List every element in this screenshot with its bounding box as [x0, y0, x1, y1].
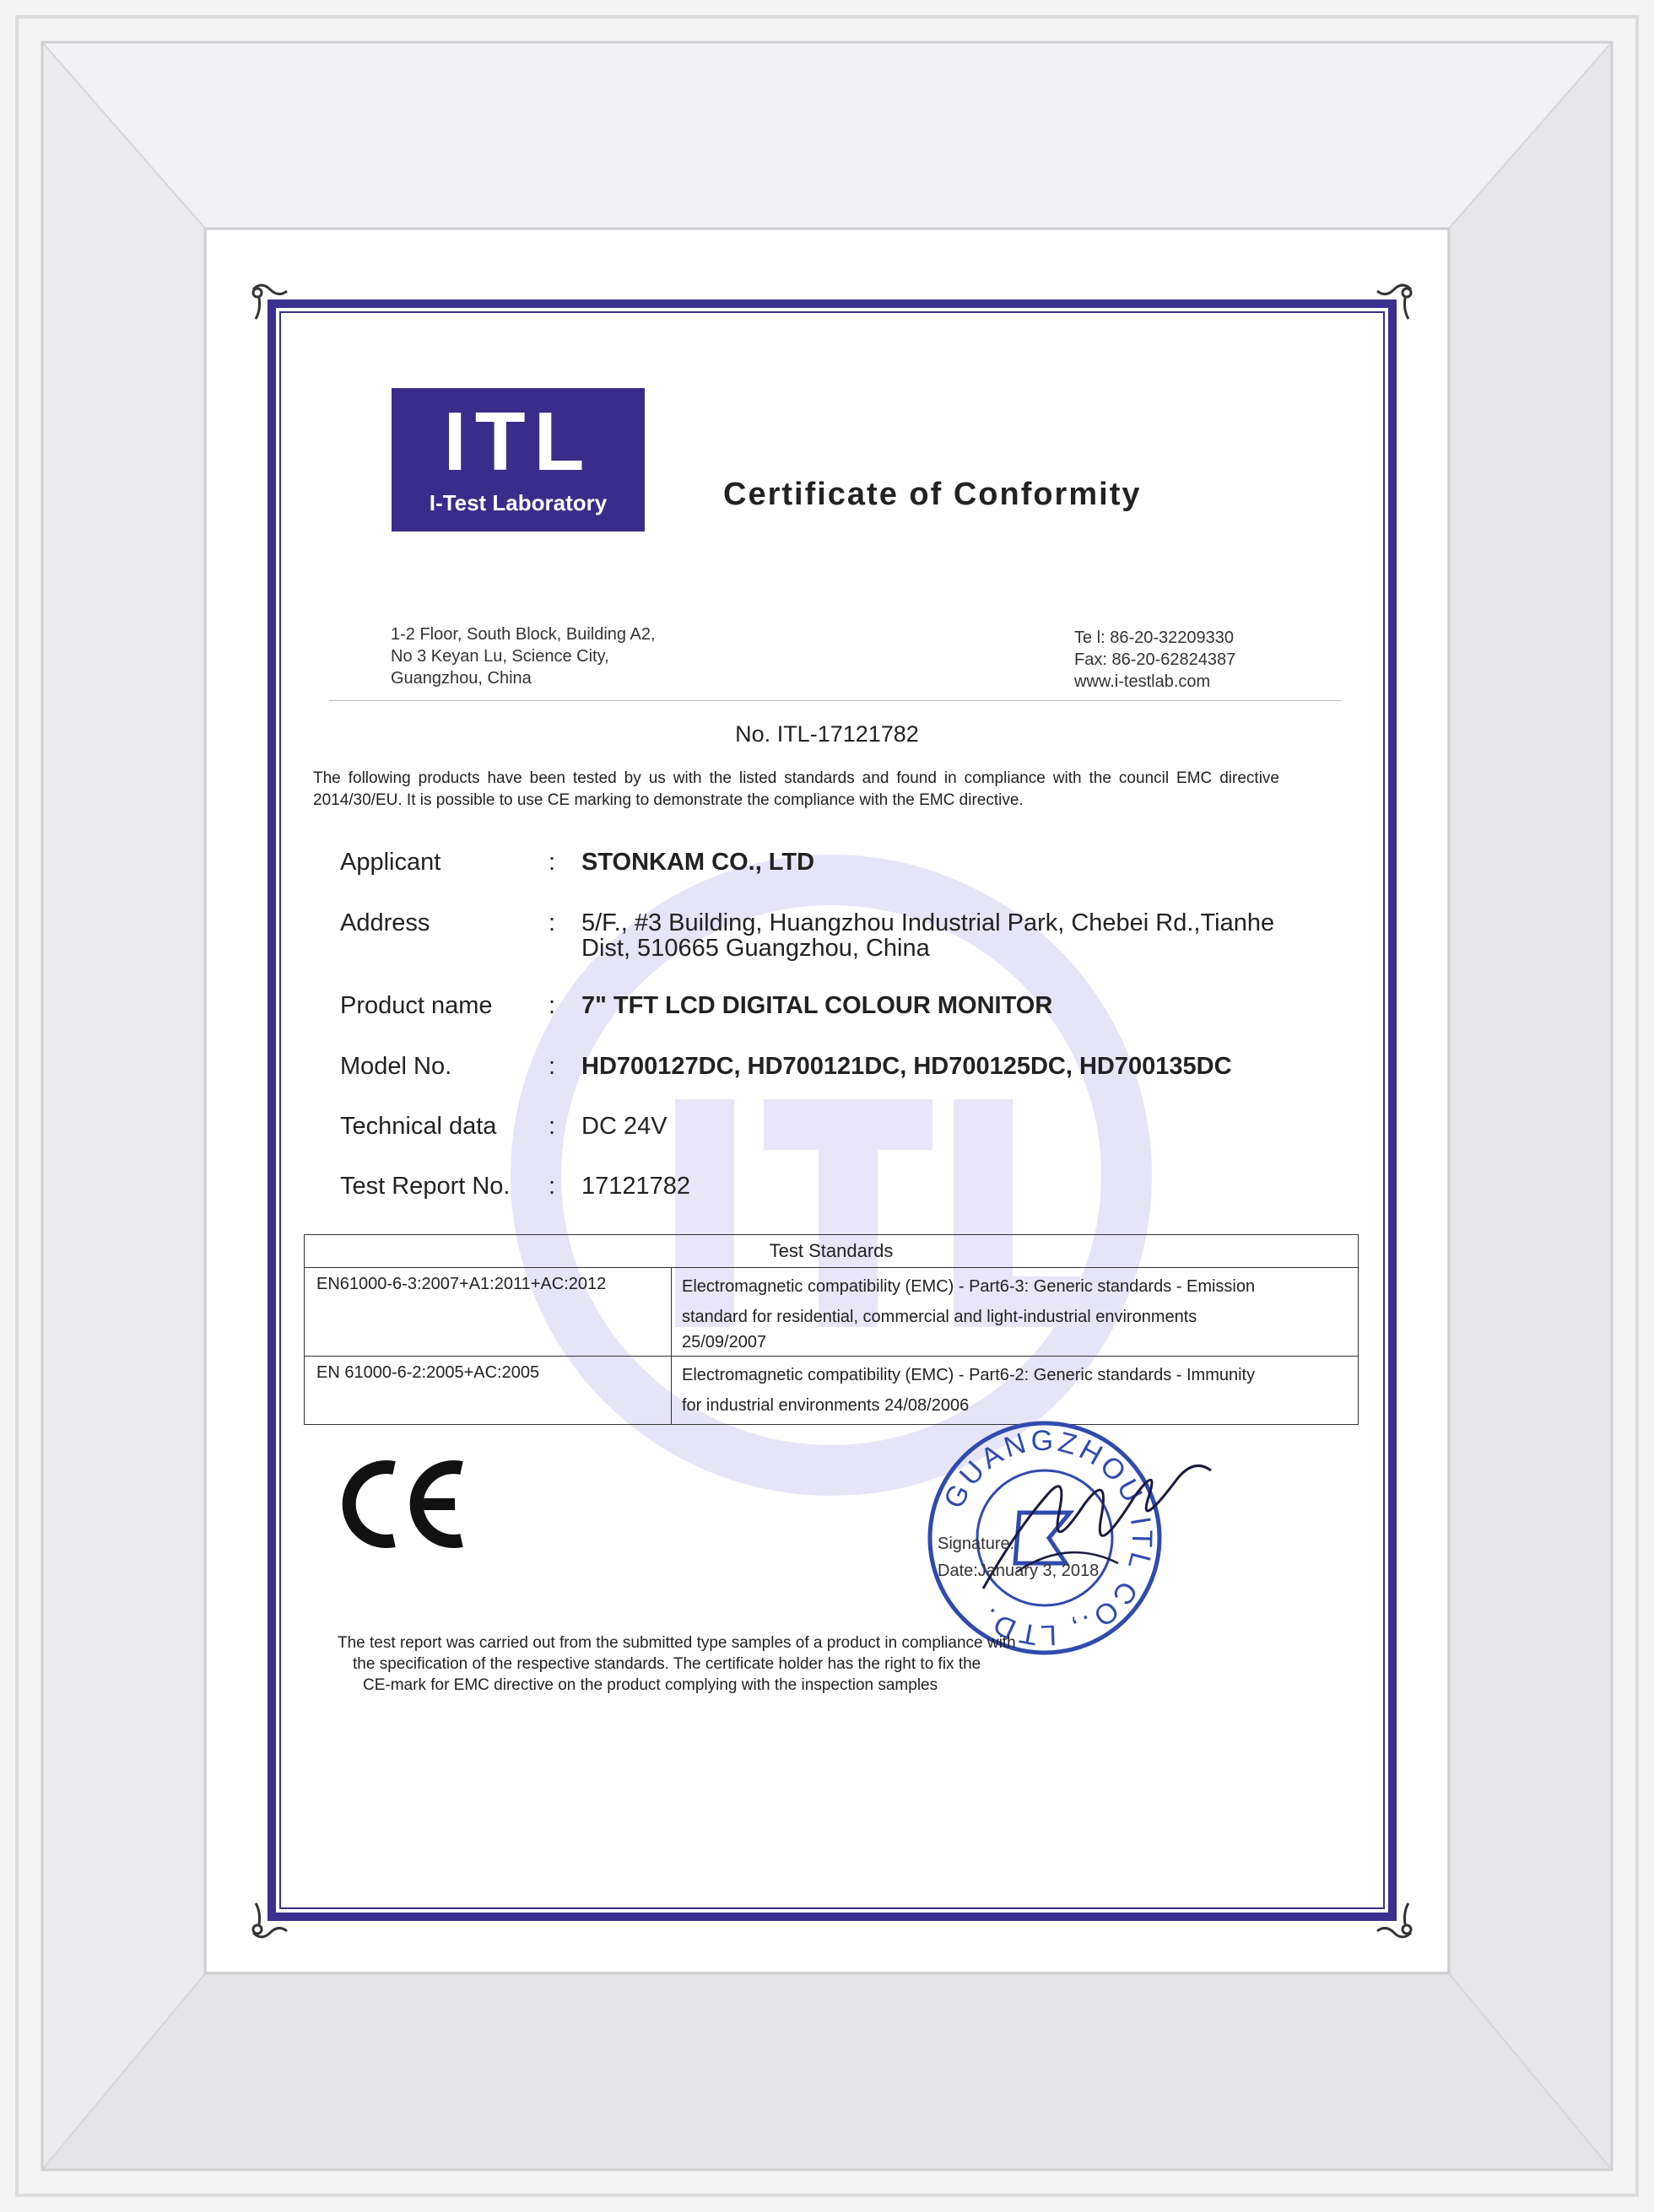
field-label: Address — [340, 909, 430, 936]
field-colon: : — [549, 1173, 556, 1200]
lab-address-line: Guangzhou, China — [391, 669, 532, 688]
field-value: 7" TFT LCD DIGITAL COLOUR MONITOR — [581, 992, 1053, 1019]
corner-ornament-icon — [1373, 281, 1415, 323]
footnote-line: The test report was carried out from the submitted type samples of a product in compliance with — [338, 1634, 1016, 1652]
standard-description-line: for industrial environments 24/08/2006 — [682, 1396, 970, 1415]
table-row — [305, 1268, 1359, 1357]
field-colon: : — [549, 1053, 556, 1080]
certificate-title: Certificate of Conformity — [723, 477, 1142, 512]
standard-description-line: Electromagnetic compatibility (EMC) - Part6-3: Generic standards - Emission — [682, 1277, 1256, 1296]
lab-phone: Te l: 86-20-32209330 — [1074, 629, 1235, 647]
field-label: Applicant — [340, 849, 441, 876]
standard-code: EN 61000-6-2:2005+AC:2005 — [305, 1357, 672, 1425]
stamp-text: GUANGZHOU ITL CO., LTD. — [938, 1424, 1159, 1652]
table-header: Test Standards — [305, 1235, 1359, 1268]
standard-description — [672, 1357, 1359, 1425]
field-label: Product name — [340, 992, 493, 1019]
ce-mark-icon — [335, 1458, 470, 1551]
corner-ornament-icon — [1373, 1899, 1415, 1941]
field-colon: : — [549, 849, 556, 876]
test-standards-table — [304, 1234, 1359, 1425]
lab-website: www.i-testlab.com — [1074, 672, 1211, 691]
signature-label: Signature: — [938, 1535, 1015, 1553]
table-row — [305, 1357, 1359, 1425]
field-colon: : — [549, 909, 556, 936]
itl-logo — [392, 388, 645, 531]
field-colon: : — [549, 1113, 556, 1140]
standard-description-line: standard for residential, commercial and light-industrial environments — [682, 1308, 1197, 1326]
field-label: Technical data — [340, 1113, 497, 1140]
field-value: HD700127DC, HD700121DC, HD700125DC, HD700135DC — [581, 1053, 1232, 1080]
footnote — [338, 1632, 1016, 1696]
lab-contact — [1074, 627, 1235, 693]
date-label: Date:January 3, 2018 — [938, 1562, 1100, 1580]
field-label: Model No. — [340, 1053, 452, 1080]
standard-description-line: 25/09/2007 — [682, 1333, 767, 1351]
lab-address — [391, 623, 656, 689]
standard-code: EN61000-6-3:2007+A1:2011+AC:2012 — [305, 1268, 672, 1357]
field-value: 17121782 — [581, 1173, 691, 1200]
field-value: 5/F., #3 Building, Huangzhou Industrial Park, Chebei Rd.,Tianhe — [581, 909, 1275, 936]
field-value: Dist, 510665 Guangzhou, China — [581, 935, 930, 962]
logo-abbrev: ITL — [443, 395, 593, 488]
footnote-line: CE-mark for EMC directive on the product complying with the inspection samples — [363, 1676, 938, 1694]
field-label: Test Report No. — [340, 1173, 511, 1200]
intro-paragraph: The following products have been tested by us with the listed standards and found in compliance with the council EMC directive 2014/30/EU. It is possible to use CE marking to demonstrate the compliance with the EMC directive. — [313, 769, 1279, 809]
standard-description — [672, 1268, 1359, 1357]
logo-name: I-Test Laboratory — [429, 490, 608, 515]
lab-fax: Fax: 86-20-62824387 — [1074, 650, 1236, 669]
corner-ornament-icon — [249, 281, 291, 323]
table-header-row — [305, 1235, 1359, 1268]
lab-address-line: 1-2 Floor, South Block, Building A2, — [391, 625, 656, 644]
field-colon: : — [549, 992, 556, 1019]
header-divider — [329, 700, 1342, 701]
footnote-line: the specification of the respective standards. The certificate holder has the right to fix the — [353, 1655, 981, 1673]
lab-address-line: No 3 Keyan Lu, Science City, — [391, 647, 609, 666]
field-value: DC 24V — [581, 1113, 668, 1140]
certificate-paper — [207, 230, 1447, 1972]
corner-ornament-icon — [249, 1899, 291, 1941]
field-value: STONKAM CO., LTD — [581, 849, 815, 876]
standard-description-line: Electromagnetic compatibility (EMC) - Part6-2: Generic standards - Immunity — [682, 1366, 1256, 1384]
certificate-number: No. ITL-17121782 — [735, 721, 919, 747]
